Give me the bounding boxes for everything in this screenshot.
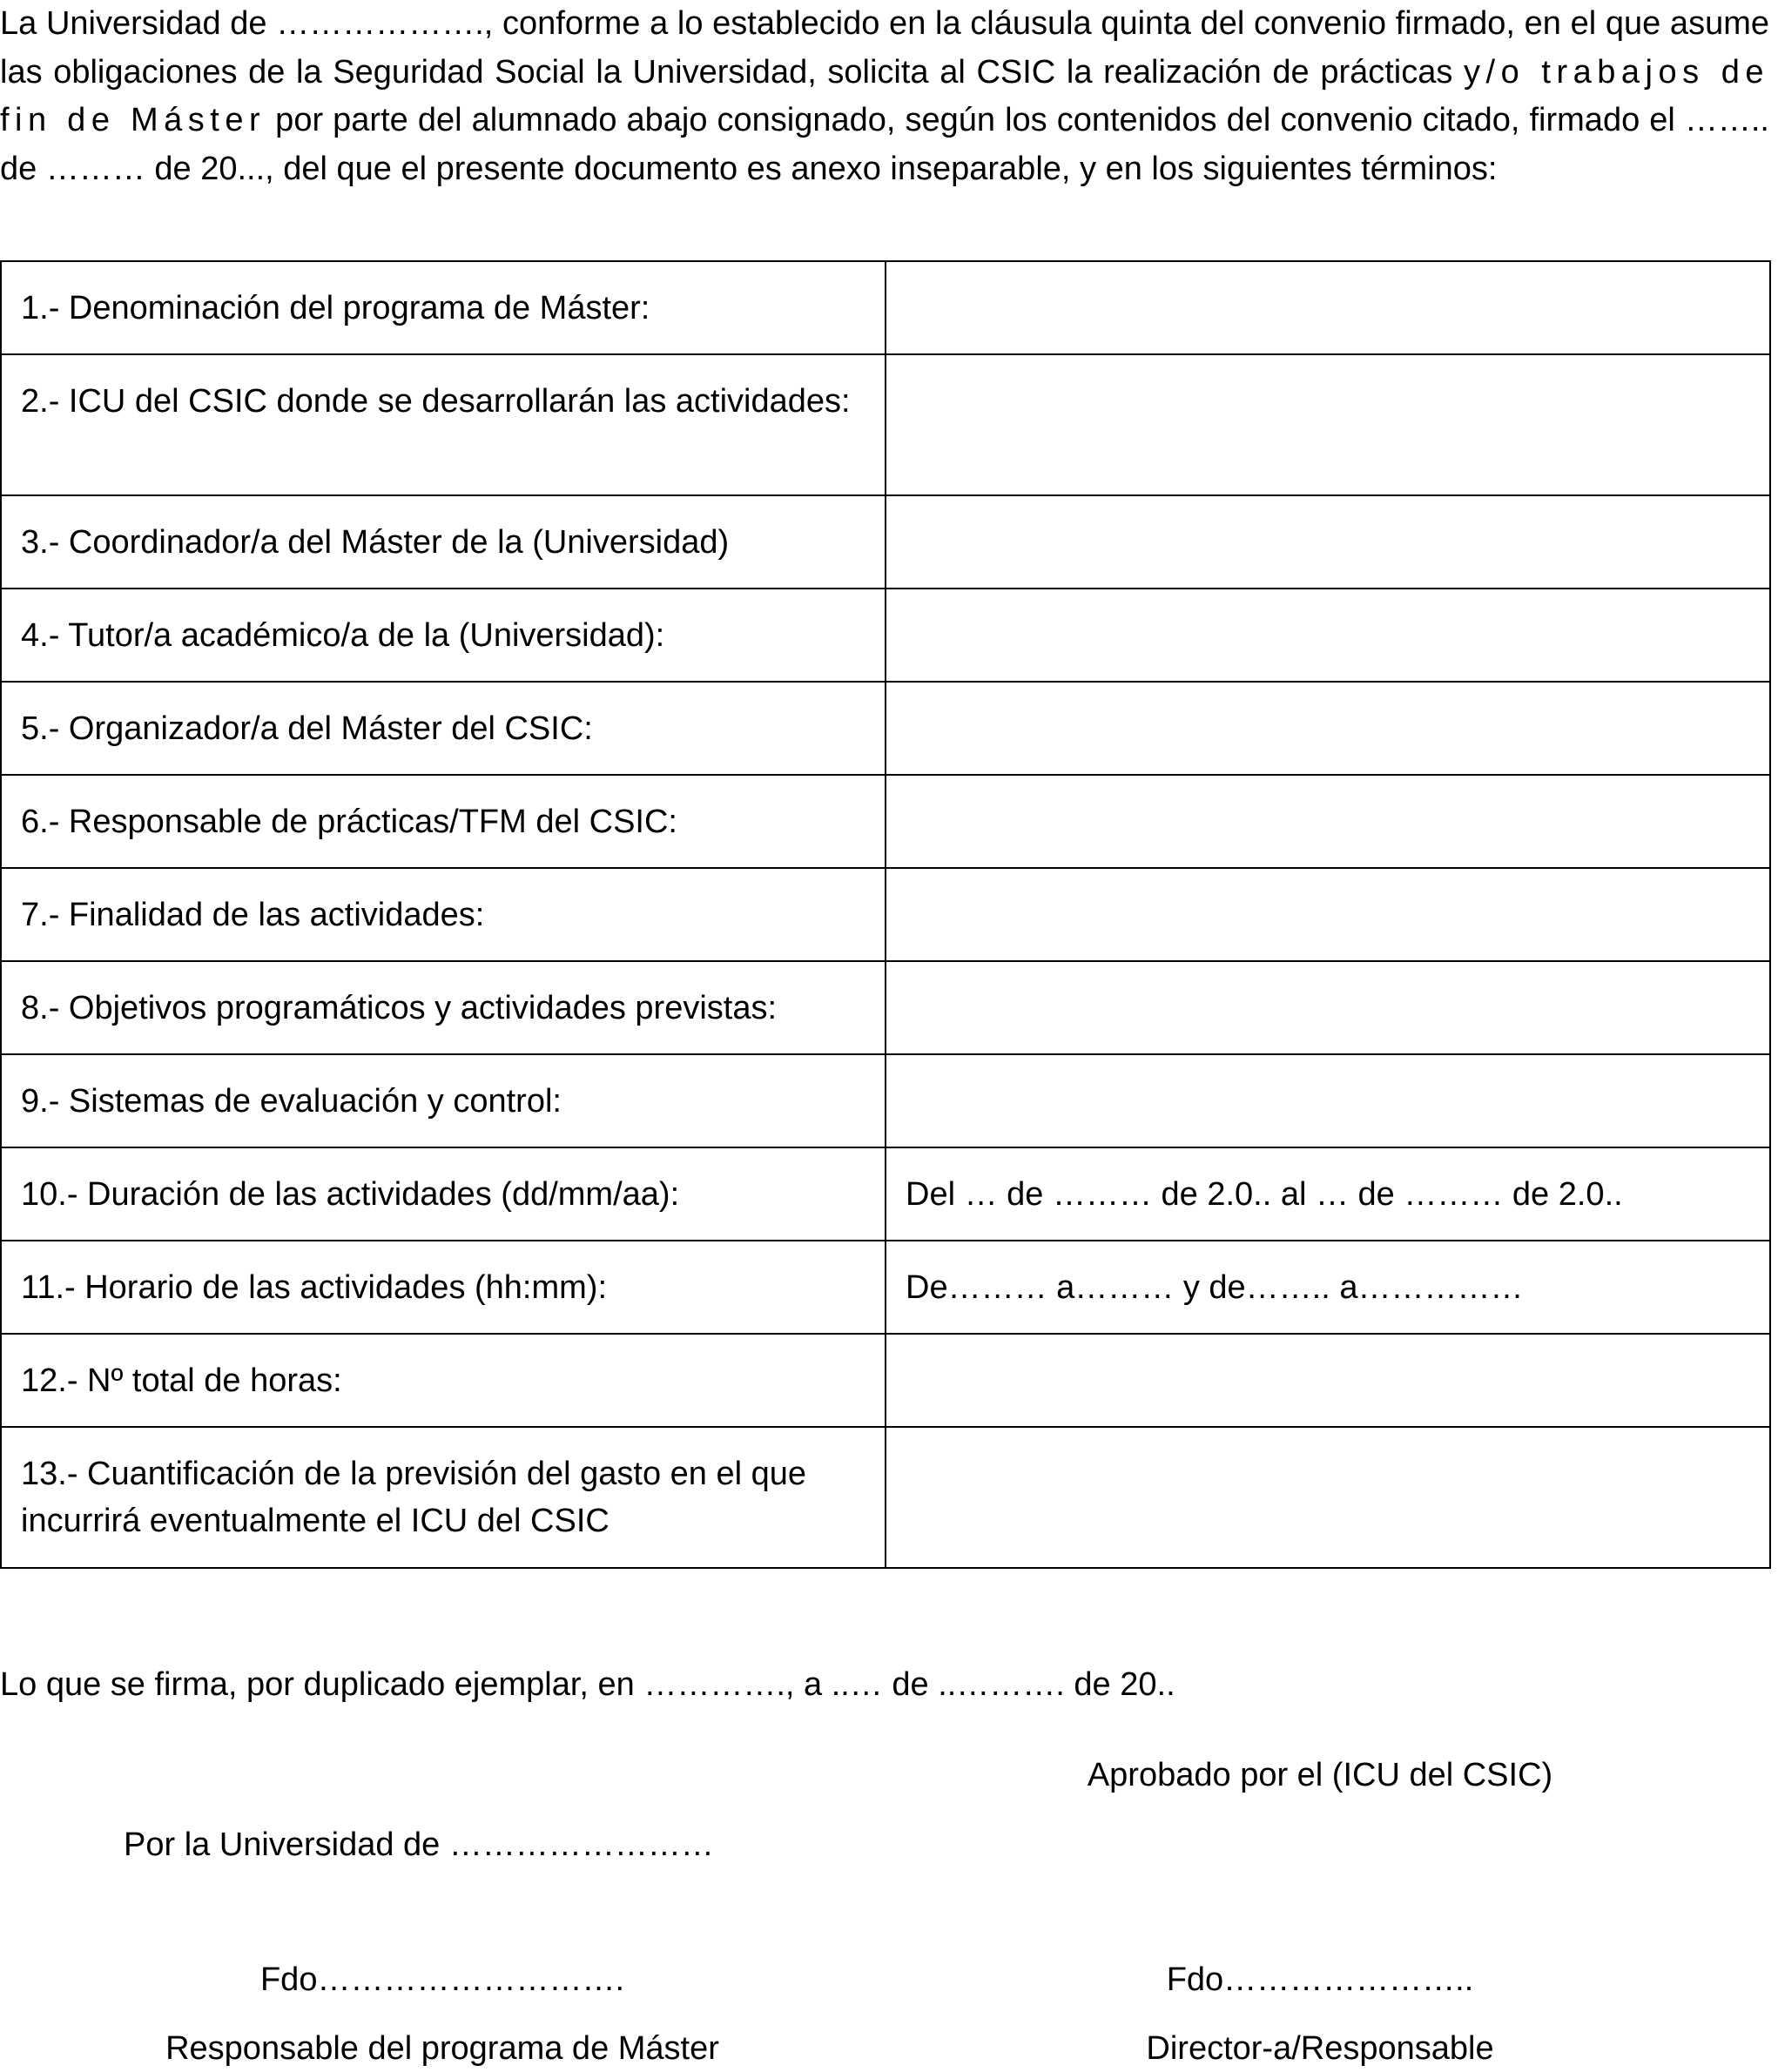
closing-statement: Lo que se firma, por duplicado ejemplar, en …………., a ..… de ..………. de 20.. <box>0 1666 1175 1703</box>
table-row <box>1 1054 1770 1147</box>
table-row <box>1 1427 1770 1568</box>
row-value[interactable]: Del … de ……… de 2.0.. al … de ……… de 2.0.. <box>886 1147 1770 1241</box>
row-value[interactable] <box>886 868 1770 961</box>
row-label: 13.- Cuantificación de la previsión del gasto en el que incurrirá eventualmente el ICU del CSIC <box>1 1427 886 1568</box>
row-value[interactable] <box>886 589 1770 682</box>
table-row <box>1 495 1770 589</box>
row-value[interactable] <box>886 682 1770 775</box>
table-row <box>1 868 1770 961</box>
csic-signer-role: Director-a/Responsable <box>1146 2030 1494 2067</box>
intro-paragraph <box>0 0 1769 193</box>
row-label: 4.- Tutor/a académico/a de la (Universidad): <box>1 589 886 682</box>
university-signature-line: Fdo………………………. <box>259 1961 625 1998</box>
table-row <box>1 589 1770 682</box>
table-row <box>1 354 1770 495</box>
row-value[interactable] <box>886 354 1770 495</box>
row-value[interactable] <box>886 261 1770 354</box>
row-label: 3.- Coordinador/a del Máster de la (Universidad) <box>1 495 886 589</box>
row-label: 6.- Responsable de prácticas/TFM del CSIC: <box>1 775 886 868</box>
intro-text-spaced: y/o trabajos de fin de Máster <box>0 53 1769 138</box>
row-label: 9.- Sistemas de evaluación y control: <box>1 1054 886 1147</box>
row-label: 12.- Nº total de horas: <box>1 1334 886 1427</box>
university-signer-role: Responsable del programa de Máster <box>165 2030 719 2067</box>
row-value[interactable] <box>886 961 1770 1054</box>
table-row <box>1 961 1770 1054</box>
row-label: 7.- Finalidad de las actividades: <box>1 868 886 961</box>
row-value[interactable] <box>886 1427 1770 1568</box>
row-value[interactable]: De……… a……… y de…….. a…………… <box>886 1241 1770 1334</box>
intro-text-1: La Universidad de ………………., conforme a lo establecido en la cláusula quinta del convenio firmado, en el que asume las obligaciones de la Seguridad Social la Universidad, solicita al CSIC la realización de prácticas <box>0 5 1769 91</box>
terms-table <box>0 260 1771 1569</box>
row-value[interactable] <box>886 1054 1770 1147</box>
csic-signature-line: Fdo………………….. <box>1166 1961 1474 1998</box>
table-row <box>1 682 1770 775</box>
row-label: 10.- Duración de las actividades (dd/mm/aa): <box>1 1147 886 1241</box>
row-label: 5.- Organizador/a del Máster del CSIC: <box>1 682 886 775</box>
university-heading: Por la Universidad de …………………… <box>124 1826 714 1863</box>
row-label: 11.- Horario de las actividades (hh:mm): <box>1 1241 886 1334</box>
row-label: 8.- Objetivos programáticos y actividades previstas: <box>1 961 886 1054</box>
intro-text-2: por parte del alumnado abajo consignado, según los contenidos del convenio citado, firmado el …….. de ……… de 20..., del que el presente documento es anexo inseparable, y en los siguientes términos: <box>0 102 1769 187</box>
row-value[interactable] <box>886 495 1770 589</box>
table-row <box>1 1334 1770 1427</box>
table-row <box>1 775 1770 868</box>
table-row <box>1 1147 1770 1241</box>
row-label: 1.- Denominación del programa de Máster: <box>1 261 886 354</box>
table-row <box>1 261 1770 354</box>
table-row <box>1 1241 1770 1334</box>
row-label-text: 2.- ICU del CSIC donde se desarrollarán las actividades: <box>21 383 851 420</box>
row-label <box>1 354 886 495</box>
row-value[interactable] <box>886 775 1770 868</box>
approval-heading: Aprobado por el (ICU del CSIC) <box>1087 1757 1553 1793</box>
row-value[interactable] <box>886 1334 1770 1427</box>
